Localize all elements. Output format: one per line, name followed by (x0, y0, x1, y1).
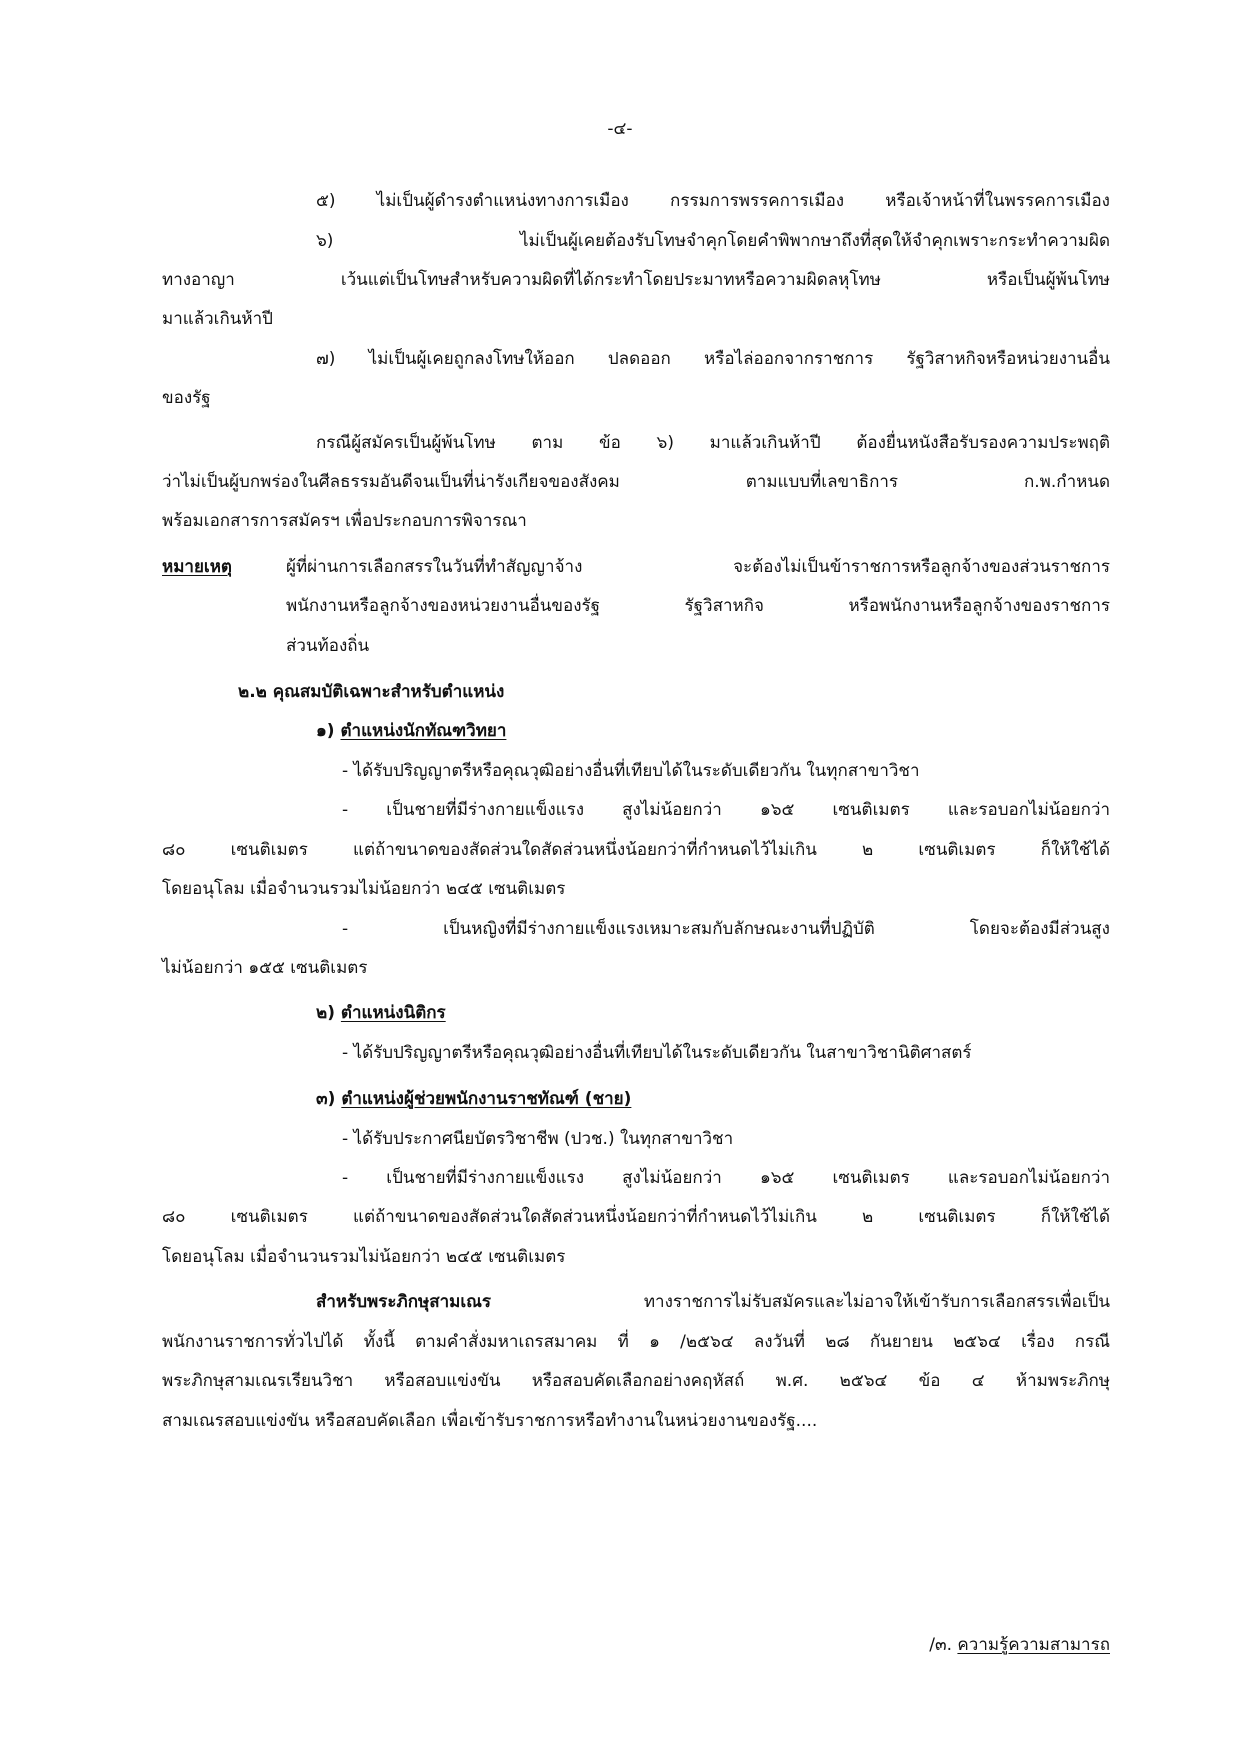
remark-line-2: พนักงานหรือลูกจ้างของหน่วยงานอื่นของรัฐ รัฐวิสาหกิจ หรือพนักงานหรือลูกจ้างของราชการ (286, 596, 1110, 616)
position-3-heading (316, 1086, 631, 1112)
position-1-line-5: - เป็นหญิงที่มีร่างกายแข็งแรงเหมาะสมกับลักษณะงานที่ปฏิบัติ โดยจะต้องมีส่วนสูง (342, 919, 1110, 939)
position-1-number: ๑) (316, 721, 335, 741)
position-2-number: ๒) (316, 1003, 335, 1023)
position-3-line-4: โดยอนุโลม เมื่อจำนวนรวมไม่น้อยกว่า ๒๔๕ เซนติเมตร (162, 1247, 566, 1267)
monks-paragraph-line-1 (316, 1289, 1110, 1315)
qualification-item-5: ๕) ไม่เป็นผู้ดำรงตำแหน่งทางการเมือง กรรมการพรรคการเมือง หรือเจ้าหน้าที่ในพรรคการเมือง (316, 191, 1110, 211)
position-3-line-3: ๘๐ เซนติเมตร แต่ถ้าขนาดของสัดส่วนใดสัดส่วนหนึ่งน้อยกว่าที่กำหนดไว้ไม่เกิน ๒ เซนติเมตร ก็ให้ใช้ได้ (162, 1207, 1110, 1227)
continuation-footer (929, 1632, 1110, 1658)
continuation-text: ความรู้ความสามารถ (957, 1635, 1110, 1655)
position-3-title: ตำแหน่งผู้ช่วยพนักงานราชทัณฑ์ (ชาย) (341, 1089, 632, 1109)
qualification-item-6-line-2: ทางอาญา เว้นแต่เป็นโทษสำหรับความผิดที่ได้กระทำโดยประมาทหรือความผิดลหุโทษ หรือเป็นผู้พ้นโทษ (162, 270, 1110, 290)
pardon-paragraph-line-1: กรณีผู้สมัครเป็นผู้พ้นโทษ ตาม ข้อ ๖) มาแล้วเกินห้าปี ต้องยื่นหนังสือรับรองความประพฤติ (316, 433, 1110, 453)
monks-paragraph-lead: สำหรับพระภิกษุสามเณร (316, 1292, 492, 1312)
position-1-line-6: ไม่น้อยกว่า ๑๕๕ เซนติเมตร (162, 958, 368, 978)
monks-paragraph-line-3: พระภิกษุสามเณรเรียนวิชา หรือสอบแข่งขัน หรือสอบคัดเลือกอย่างคฤหัสถ์ พ.ศ. ๒๕๖๔ ข้อ ๔ ห้ามพระภิกษุ (162, 1371, 1110, 1391)
position-2-title: ตำแหน่งนิติกร (340, 1003, 446, 1023)
position-2-line-1: - ได้รับปริญญาตรีหรือคุณวุฒิอย่างอื่นที่เทียบได้ในระดับเดียวกัน ในสาขาวิชานิติศาสตร์ (342, 1043, 972, 1063)
continuation-prefix: /๓. (929, 1635, 953, 1655)
pardon-paragraph-line-3: พร้อมเอกสารการสมัครฯ เพื่อประกอบการพิจารณา (162, 511, 527, 531)
monks-paragraph-line-1-rest: ทางราชการไม่รับสมัครและไม่อาจให้เข้ารับการเลือกสรรเพื่อเป็น (491, 1292, 1110, 1312)
position-3-number: ๓) (316, 1089, 336, 1109)
qualification-item-7-line-2: ของรัฐ (162, 388, 211, 408)
position-1-title: ตำแหน่งนักทัณฑวิทยา (340, 721, 507, 741)
position-1-line-1: - ได้รับปริญญาตรีหรือคุณวุฒิอย่างอื่นที่เทียบได้ในระดับเดียวกัน ในทุกสาขาวิชา (342, 761, 920, 781)
remark-label: หมายเหตุ (162, 557, 232, 577)
position-1-line-2: - เป็นชายที่มีร่างกายแข็งแรง สูงไม่น้อยกว่า ๑๖๕ เซนติเมตร และรอบอกไม่น้อยกว่า (342, 800, 1110, 820)
position-2-heading (316, 1000, 446, 1026)
position-1-line-4: โดยอนุโลม เมื่อจำนวนรวมไม่น้อยกว่า ๒๔๕ เซนติเมตร (162, 879, 566, 899)
monks-paragraph-line-4: สามเณรสอบแข่งขัน หรือสอบคัดเลือก เพื่อเข้ารับราชการหรือทำงานในหน่วยงานของรัฐ.... (162, 1411, 818, 1431)
section-heading: ๒.๒ คุณสมบัติเฉพาะสำหรับตำแหน่ง (238, 682, 505, 702)
position-1-line-3: ๘๐ เซนติเมตร แต่ถ้าขนาดของสัดส่วนใดสัดส่วนหนึ่งน้อยกว่าที่กำหนดไว้ไม่เกิน ๒ เซนติเมตร ก็ให้ใช้ได้ (162, 840, 1110, 860)
qualification-item-7-line-1: ๗) ไม่เป็นผู้เคยถูกลงโทษให้ออก ปลดออก หรือไล่ออกจากราชการ รัฐวิสาหกิจหรือหน่วยงานอื่น (316, 349, 1110, 369)
monks-paragraph-line-2: พนักงานราชการทั่วไปได้ ทั้งนี้ ตามคำสั่งมหาเถรสมาคม ที่ ๑ /๒๕๖๔ ลงวันที่ ๒๘ กันยายน ๒๕๖๔ เรื่อง กรณี (162, 1332, 1110, 1352)
position-3-line-1: - ได้รับประกาศนียบัตรวิชาชีพ (ปวช.) ในทุกสาขาวิชา (342, 1129, 734, 1149)
remark-line-1: ผู้ที่ผ่านการเลือกสรรในวันที่ทำสัญญาจ้าง จะต้องไม่เป็นข้าราชการหรือลูกจ้างของส่วนราชการ (286, 557, 1110, 577)
qualification-item-6-line-1: ๖) ไม่เป็นผู้เคยต้องรับโทษจำคุกโดยคำพิพากษาถึงที่สุดให้จำคุกเพราะกระทำความผิด (316, 231, 1110, 251)
page-number: -๔- (607, 119, 633, 139)
position-3-line-2: - เป็นชายที่มีร่างกายแข็งแรง สูงไม่น้อยกว่า ๑๖๕ เซนติเมตร และรอบอกไม่น้อยกว่า (342, 1168, 1110, 1188)
qualification-item-6-line-3: มาแล้วเกินห้าปี (162, 309, 273, 329)
position-1-heading (316, 718, 506, 744)
pardon-paragraph-line-2: ว่าไม่เป็นผู้บกพร่องในศีลธรรมอันดีจนเป็นที่น่ารังเกียจของสังคม ตามแบบที่เลขาธิการ ก.พ.กำหนด (162, 472, 1110, 492)
remark-line-3: ส่วนท้องถิ่น (286, 636, 370, 656)
